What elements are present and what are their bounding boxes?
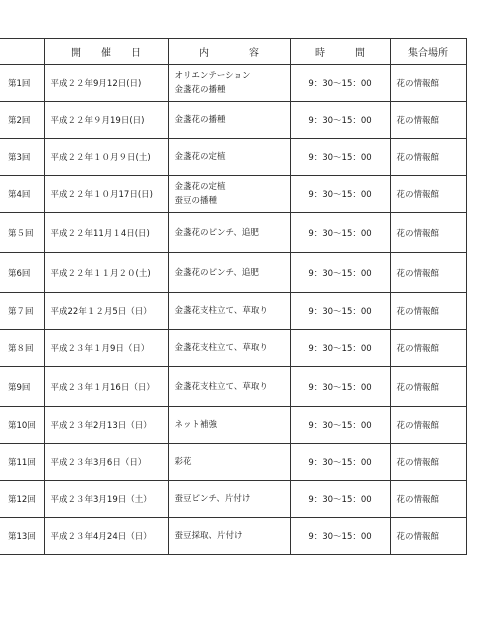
- session-place: 花の情報館: [390, 518, 466, 555]
- session-content-line: 蚕豆採取、片付け: [174, 531, 243, 541]
- session-time: 9：30～15：00: [290, 293, 390, 330]
- session-date: 平成２３年4月24日（日）: [44, 518, 168, 555]
- session-date: 平成２３年１月9日（日）: [44, 330, 168, 367]
- session-content: [168, 518, 290, 555]
- session-time: 9：30～15：00: [290, 518, 390, 555]
- session-place: 花の情報館: [390, 253, 466, 293]
- session-content-line: 金盞花の播種: [174, 85, 226, 95]
- session-content-line: 彩花: [174, 457, 192, 467]
- session-place: 花の情報館: [390, 293, 466, 330]
- session-number: 第12回: [0, 481, 44, 518]
- session-content-line: ネット補強: [174, 420, 218, 430]
- session-time: 9：30～15：00: [290, 367, 390, 407]
- table-row: [0, 518, 466, 555]
- session-place: 花の情報館: [390, 213, 466, 253]
- header-time: 時 間: [290, 39, 390, 65]
- table-body: [0, 65, 466, 555]
- session-date: 平成２３年１月16日（日）: [44, 367, 168, 407]
- session-date: 平成２３年3月6日（日）: [44, 444, 168, 481]
- session-number: 第9回: [0, 367, 44, 407]
- session-number: 第2回: [0, 102, 44, 139]
- session-content: [168, 367, 290, 407]
- session-place: 花の情報館: [390, 176, 466, 213]
- session-number: 第1回: [0, 65, 44, 102]
- table-row: [0, 65, 466, 102]
- session-time: 9：30～15：00: [290, 102, 390, 139]
- session-place: 花の情報館: [390, 330, 466, 367]
- session-content-line: 金盞花支柱立て、草取り: [174, 381, 268, 392]
- session-number: 第５回: [0, 213, 44, 253]
- session-content-line: 金盞花の播種: [174, 115, 226, 125]
- session-content: [168, 330, 290, 367]
- session-date: 平成２２年１１月２０(土): [44, 253, 168, 293]
- table-row: [0, 481, 466, 518]
- table-row: [0, 102, 466, 139]
- session-content-line: 金盞花のピンチ、追肥: [174, 227, 259, 238]
- session-content: [168, 102, 290, 139]
- session-time: 9：30～15：00: [290, 176, 390, 213]
- session-place: 花の情報館: [390, 481, 466, 518]
- session-time: 9：30～15：00: [290, 213, 390, 253]
- session-date: 平成２３年2月13日（日）: [44, 407, 168, 444]
- table-row: [0, 407, 466, 444]
- schedule-table: [0, 38, 467, 555]
- session-content-line: 蚕豆ピンチ、片付け: [174, 494, 251, 504]
- table-row: [0, 253, 466, 293]
- table-row: [0, 330, 466, 367]
- header-content: 内 容: [168, 39, 290, 65]
- session-date: 平成２２年9月12日(日): [44, 65, 168, 102]
- table-row: [0, 213, 466, 253]
- session-number: 第4回: [0, 176, 44, 213]
- session-content: [168, 481, 290, 518]
- session-date: 平成２２年１０月９日(土): [44, 139, 168, 176]
- table-row: [0, 367, 466, 407]
- table-row: [0, 139, 466, 176]
- session-number: 第10回: [0, 407, 44, 444]
- session-content-line: オリエンテーション: [174, 71, 251, 81]
- session-number: 第6回: [0, 253, 44, 293]
- header-date: 開 催 日: [44, 39, 168, 65]
- header-number: [0, 39, 44, 65]
- session-content: [168, 293, 290, 330]
- session-time: 9：30～15：00: [290, 330, 390, 367]
- session-content-line: 金盞花の定植: [174, 182, 226, 192]
- session-content: [168, 407, 290, 444]
- session-number: 第７回: [0, 293, 44, 330]
- session-place: 花の情報館: [390, 407, 466, 444]
- session-content-line: 金盞花のピンチ、追肥: [174, 267, 259, 278]
- session-number: 第13回: [0, 518, 44, 555]
- session-content: [168, 139, 290, 176]
- session-number: 第3回: [0, 139, 44, 176]
- session-date: 平成２２年９月19日(日): [44, 102, 168, 139]
- session-number: 第11回: [0, 444, 44, 481]
- session-place: 花の情報館: [390, 65, 466, 102]
- session-content-line: 蚕豆の播種: [174, 196, 218, 206]
- session-content: [168, 213, 290, 253]
- session-content: [168, 176, 290, 213]
- session-time: 9：30～15：00: [290, 253, 390, 293]
- session-number: 第８回: [0, 330, 44, 367]
- session-time: 9：30～15：00: [290, 481, 390, 518]
- session-content: [168, 444, 290, 481]
- session-content-line: 金盞花支柱立て、草取り: [174, 343, 268, 353]
- session-time: 9：30～15：00: [290, 444, 390, 481]
- session-place: 花の情報館: [390, 367, 466, 407]
- session-date: 平成22年１２月5日（日）: [44, 293, 168, 330]
- session-time: 9：30～15：00: [290, 65, 390, 102]
- table-row: [0, 293, 466, 330]
- session-date: 平成２３年3月19日（土）: [44, 481, 168, 518]
- header-place: 集合場所: [390, 39, 466, 65]
- session-content: [168, 65, 290, 102]
- session-time: 9：30～15：00: [290, 139, 390, 176]
- session-date: 平成２２年11月１4日(日): [44, 213, 168, 253]
- session-content-line: 金盞花支柱立て、草取り: [174, 306, 268, 316]
- session-place: 花の情報館: [390, 139, 466, 176]
- table-row: [0, 176, 466, 213]
- session-place: 花の情報館: [390, 102, 466, 139]
- table-row: [0, 444, 466, 481]
- session-time: 9：30～15：00: [290, 407, 390, 444]
- session-date: 平成２２年１０月17日(日): [44, 176, 168, 213]
- session-content-line: 金盞花の定植: [174, 152, 226, 162]
- session-place: 花の情報館: [390, 444, 466, 481]
- table-header-row: [0, 39, 466, 65]
- session-content: [168, 253, 290, 293]
